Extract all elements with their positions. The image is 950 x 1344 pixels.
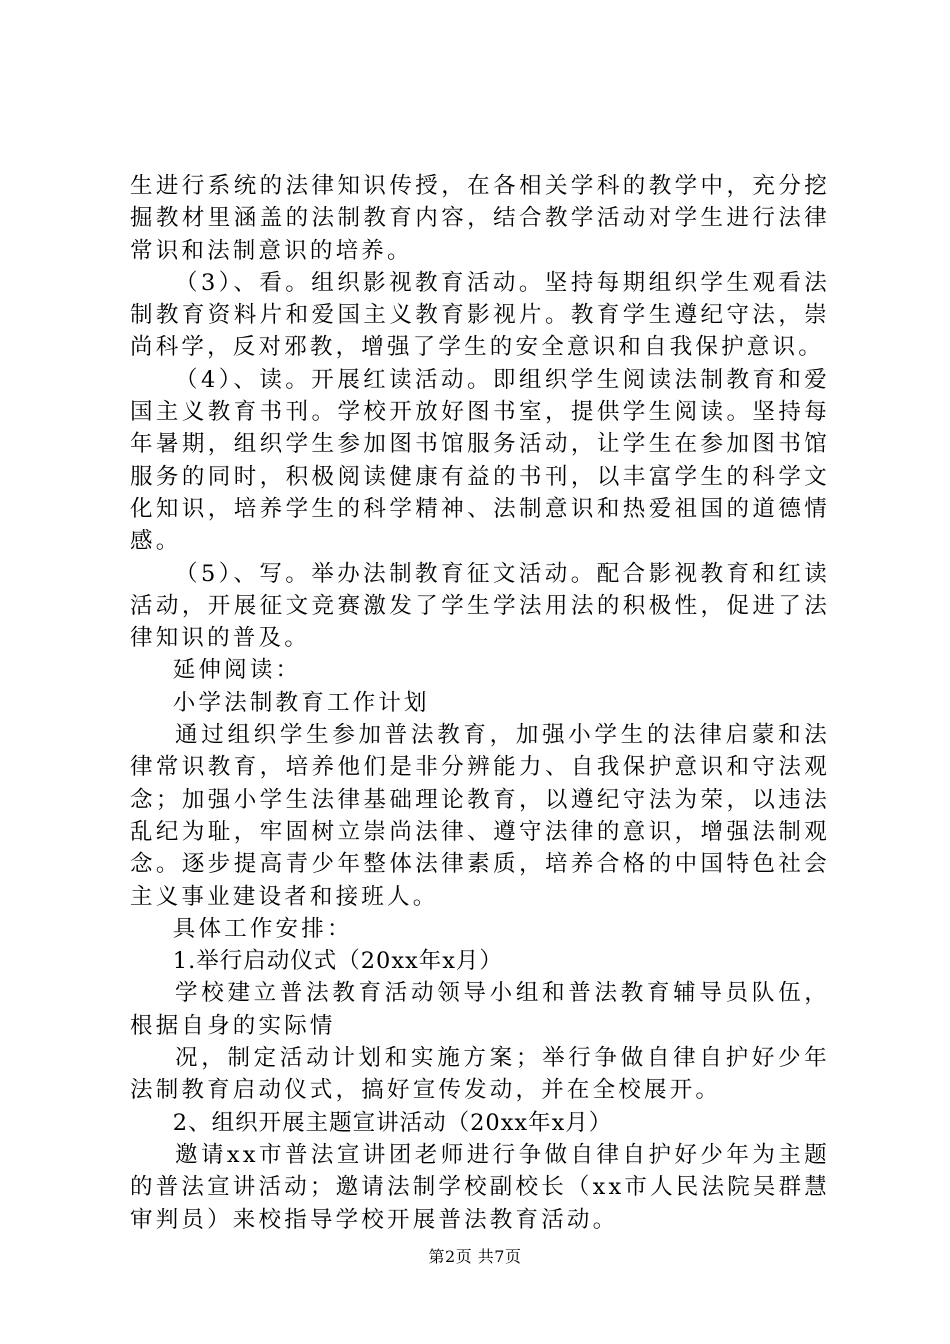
item-1-heading: 1.举行启动仪式（20xx年x月） [172, 948, 503, 975]
paragraph-continuation: 生进行系统的法律知识传授，在各相关学科的教学中，充分挖掘教材里涵盖的法制教育内容，结合教学活动对学生进行法律常识和法制意识的培养。 [130, 173, 830, 264]
section-title: 小学法制教育工作计划 [172, 689, 430, 716]
paragraph-write: （5）、写。举办法制教育征文活动。配合影视教育和红读活动，开展征文竞赛激发了学生学法用法的积极性，促进了法律知识的普及。 [130, 560, 830, 652]
item-1-body-part1: 学校建立普法教育活动领导小组和普法教育辅导员队伍，根据自身的实际情 [130, 980, 830, 1039]
work-arrangement-label: 具体工作安排： [172, 915, 353, 942]
extended-reading-label: 延伸阅读： [172, 657, 302, 684]
document-body [130, 170, 830, 1236]
item-2-body: 邀请xx市普法宣讲团老师进行争做自律自护好少年为主题的普法宣讲活动；邀请法制学校副校长（xx市人民法院吴群慧审判员）来校指导学校开展普法教育活动。 [130, 1141, 830, 1233]
paragraph-watch: （3）、看。组织影视教育活动。坚持每期组织学生观看法制教育资料片和爱国主义教育影视片。教育学生遵纪守法，崇尚科学，反对邪教，增强了学生的安全意识和自我保护意识。 [130, 269, 830, 361]
paragraph-intro: 通过组织学生参加普法教育，加强小学生的法律启蒙和法律常识教育，培养他们是非分辨能力、自我保护意识和守法观念；加强小学生法律基础理论教育，以遵纪守法为荣，以违法乱纪为耻，牢固树立崇尚法律、遵守法律的意识，增强法制观念。逐步提高青少年整体法律素质，培养合格的中国特色社会主义事业建设者和接班人。 [130, 722, 830, 910]
item-1-body-part2: 况，制定活动计划和实施方案；举行争做自律自护好少年法制教育启动仪式，搞好宣传发动，并在全校展开。 [130, 1045, 830, 1104]
page-footer: 第2页 共7页 [428, 1247, 522, 1266]
item-2-heading: 2、组织开展主题宣讲活动（20xx年x月） [172, 1109, 613, 1136]
paragraph-read: （4）、读。开展红读活动。即组织学生阅读法制教育和爱国主义教育书刊。学校开放好图书室，提供学生阅读。坚持每年暑期，组织学生参加图书馆服务活动，让学生在参加图书馆服务的同时，积极阅读健康有益的书刊，以丰富学生的科学文化知识，培养学生的科学精神、法制意识和热爱祖国的道德情感。 [130, 366, 830, 555]
